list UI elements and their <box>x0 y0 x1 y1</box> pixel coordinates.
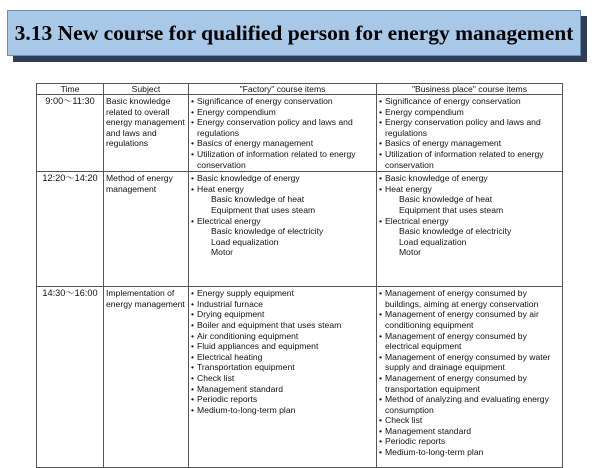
list-item <box>191 320 374 331</box>
bullet-icon: • <box>379 106 383 117</box>
list-item <box>191 194 374 205</box>
bullet-icon: • <box>191 330 195 341</box>
list-item <box>379 331 560 342</box>
bullet-icon: • <box>191 106 195 117</box>
factory-item-list <box>191 173 374 258</box>
subject-cell: Basic knowledge related to overall energy management and laws and regulations <box>104 95 189 172</box>
subject-cell: Implementation of energy management <box>104 287 189 468</box>
table-header-row <box>37 84 563 95</box>
list-item <box>191 184 374 195</box>
header-time: Time <box>37 84 104 95</box>
list-item-text: Utilization of information related to energy <box>385 148 544 159</box>
bullet-icon: • <box>379 394 383 405</box>
list-item-text: Energy conservation policy and laws and <box>385 117 541 128</box>
bullet-icon: • <box>191 309 195 320</box>
list-item-text: Load equalization <box>211 236 279 247</box>
factory-item-list <box>191 288 374 415</box>
list-item <box>191 205 374 216</box>
bullet-icon: • <box>191 362 195 373</box>
list-item-text: Basics of energy management <box>197 138 314 149</box>
business-item-list <box>379 173 560 258</box>
bullet-icon: • <box>379 138 383 149</box>
list-item <box>191 373 374 384</box>
list-item <box>379 362 560 373</box>
list-item <box>379 373 560 384</box>
bullet-icon: • <box>379 215 383 226</box>
header-factory-items: "Factory" course items <box>189 84 377 95</box>
list-item <box>379 288 560 299</box>
list-item <box>191 405 374 416</box>
list-item-text: Motor <box>211 247 233 258</box>
list-item <box>191 128 374 139</box>
list-item-text: Medium-to-long-term plan <box>385 447 484 458</box>
list-item <box>379 394 560 405</box>
list-item-text: Medium-to-long-term plan <box>197 404 296 415</box>
bullet-icon: • <box>379 447 383 458</box>
list-item <box>379 138 560 149</box>
list-item <box>191 117 374 128</box>
list-item <box>191 384 374 395</box>
list-item-text: Utilization of information related to energy <box>197 148 356 159</box>
business-items-cell <box>377 287 563 468</box>
list-item <box>379 184 560 195</box>
bullet-icon: • <box>191 96 195 106</box>
list-item <box>191 107 374 118</box>
list-item-text: Significance of energy conservation <box>385 96 521 106</box>
bullet-icon: • <box>191 288 195 299</box>
list-item-text: supply and drainage equipment <box>385 362 505 373</box>
bullet-icon: • <box>379 425 383 436</box>
list-item <box>191 362 374 373</box>
bullet-icon: • <box>191 404 195 415</box>
list-item <box>191 160 374 171</box>
list-item-text: Load equalization <box>399 236 467 247</box>
list-item-text: Periodic reports <box>197 394 258 405</box>
list-item-text: Check list <box>197 372 235 383</box>
course-table <box>36 83 563 468</box>
list-item-text: Management of energy consumed by water <box>385 351 551 362</box>
list-item-text: Equipment that uses steam <box>211 204 316 215</box>
list-item-text: Basic knowledge of heat <box>399 194 493 205</box>
list-item-text: Management standard <box>197 383 283 394</box>
list-item-text: Management standard <box>385 425 471 436</box>
business-items-cell <box>377 95 563 172</box>
list-item-text: consumption <box>385 404 434 415</box>
list-item <box>379 447 560 458</box>
list-item <box>379 405 560 416</box>
list-item-text: Boiler and equipment that uses steam <box>197 319 342 330</box>
subject-cell: Method of energy management <box>104 172 189 287</box>
list-item <box>191 331 374 342</box>
list-item <box>191 237 374 248</box>
bullet-icon: • <box>191 394 195 405</box>
list-item-text: Basic knowledge of energy <box>197 173 300 184</box>
bullet-icon: • <box>379 372 383 383</box>
list-item <box>191 394 374 405</box>
list-item <box>379 341 560 352</box>
list-item-text: Energy conservation policy and laws and <box>197 117 353 128</box>
bullet-icon: • <box>379 330 383 341</box>
list-item <box>379 173 560 184</box>
time-cell: 14:30〜16:00 <box>37 287 104 468</box>
list-item <box>379 216 560 227</box>
page-title: 3.13 New course for qualified person for energy management <box>14 20 574 45</box>
list-item <box>191 173 374 184</box>
list-item-text: Energy supply equipment <box>197 288 294 299</box>
list-item <box>379 299 560 310</box>
list-item <box>379 436 560 447</box>
list-item-text: conservation <box>385 159 434 170</box>
list-item <box>191 216 374 227</box>
list-item <box>379 128 560 139</box>
bullet-icon: • <box>379 173 383 184</box>
factory-items-cell <box>189 287 377 468</box>
list-item <box>191 288 374 299</box>
list-item <box>379 320 560 331</box>
list-item-text: Electrical energy <box>197 215 261 226</box>
list-item <box>191 226 374 237</box>
list-item-text: Energy compendium <box>385 106 464 117</box>
list-item <box>191 149 374 160</box>
list-item <box>379 237 560 248</box>
list-item-text: regulations <box>197 127 240 138</box>
bullet-icon: • <box>191 298 195 309</box>
list-item-text: conservation <box>197 159 246 170</box>
list-item <box>379 352 560 363</box>
list-item <box>379 194 560 205</box>
list-item-text: Drying equipment <box>197 309 265 320</box>
bullet-icon: • <box>191 341 195 352</box>
header-business-items: "Business place" course items <box>377 84 563 95</box>
bullet-icon: • <box>379 288 383 299</box>
list-item-text: buildings, aiming at energy conservation <box>385 298 539 309</box>
list-item <box>379 205 560 216</box>
list-item <box>379 149 560 160</box>
list-item-text: Heat energy <box>385 183 432 194</box>
bullet-icon: • <box>191 117 195 128</box>
bullet-icon: • <box>379 117 383 128</box>
list-item-text: Periodic reports <box>385 436 446 447</box>
list-item-text: Management of energy consumed by <box>385 372 527 383</box>
list-item-text: Method of analyzing and evaluating energy <box>385 394 549 405</box>
list-item-text: Management of energy consumed by air <box>385 309 539 320</box>
list-item <box>191 352 374 363</box>
list-item-text: conditioning equipment <box>385 319 474 330</box>
list-item-text: Equipment that uses steam <box>399 204 504 215</box>
list-item-text: regulations <box>385 127 428 138</box>
bullet-icon: • <box>191 173 195 184</box>
time-cell: 9:00〜11:30 <box>37 95 104 172</box>
table-row <box>37 95 563 172</box>
list-item-text: Basic knowledge of electricity <box>399 226 512 237</box>
bullet-icon: • <box>379 309 383 320</box>
list-item-text: Air conditioning equipment <box>197 330 299 341</box>
list-item-text: Industrial furnace <box>197 298 263 309</box>
list-item-text: electrical equipment <box>385 341 462 352</box>
list-item-text: Fluid appliances and equipment <box>197 341 319 352</box>
list-item-text: Basic knowledge of heat <box>211 194 305 205</box>
list-item <box>379 226 560 237</box>
list-item <box>379 96 560 107</box>
business-item-list <box>379 96 560 170</box>
list-item <box>379 415 560 426</box>
bullet-icon: • <box>191 372 195 383</box>
time-cell: 12:20〜14:20 <box>37 172 104 287</box>
list-item-text: transportation equipment <box>385 383 481 394</box>
bullet-icon: • <box>191 138 195 149</box>
list-item <box>191 96 374 107</box>
list-item-text: Significance of energy conservation <box>197 96 333 106</box>
list-item <box>379 426 560 437</box>
list-item-text: Management of energy consumed by <box>385 330 527 341</box>
table-row <box>37 287 563 468</box>
business-item-list <box>379 288 560 458</box>
list-item <box>191 309 374 320</box>
list-item-text: Basic knowledge of energy <box>385 173 488 184</box>
bullet-icon: • <box>191 383 195 394</box>
list-item <box>191 247 374 258</box>
list-item-text: Check list <box>385 415 423 426</box>
bullet-icon: • <box>191 148 195 159</box>
list-item-text: Electrical energy <box>385 215 449 226</box>
list-item <box>191 299 374 310</box>
list-item-text: Heat energy <box>197 183 244 194</box>
bullet-icon: • <box>191 351 195 362</box>
list-item <box>379 117 560 128</box>
bullet-icon: • <box>379 415 383 426</box>
list-item-text: Energy compendium <box>197 106 276 117</box>
list-item-text: Motor <box>399 247 421 258</box>
bullet-icon: • <box>379 96 383 106</box>
list-item-text: Transportation equipment <box>197 362 295 373</box>
factory-item-list <box>191 96 374 170</box>
bullet-icon: • <box>191 183 195 194</box>
list-item <box>379 309 560 320</box>
list-item <box>379 160 560 171</box>
header-subject: Subject <box>104 84 189 95</box>
bullet-icon: • <box>191 215 195 226</box>
list-item-text: Electrical heating <box>197 351 263 362</box>
factory-items-cell <box>189 172 377 287</box>
list-item-text: Basic knowledge of electricity <box>211 226 324 237</box>
bullet-icon: • <box>379 148 383 159</box>
bullet-icon: • <box>379 351 383 362</box>
list-item <box>379 384 560 395</box>
business-items-cell <box>377 172 563 287</box>
list-item <box>191 341 374 352</box>
factory-items-cell <box>189 95 377 172</box>
list-item-text: Basics of energy management <box>385 138 502 149</box>
table-row <box>37 172 563 287</box>
bullet-icon: • <box>379 183 383 194</box>
bullet-icon: • <box>191 319 195 330</box>
bullet-icon: • <box>379 436 383 447</box>
list-item-text: Management of energy consumed by <box>385 288 527 299</box>
title-banner <box>7 10 581 56</box>
list-item <box>379 247 560 258</box>
list-item <box>191 138 374 149</box>
list-item <box>379 107 560 118</box>
